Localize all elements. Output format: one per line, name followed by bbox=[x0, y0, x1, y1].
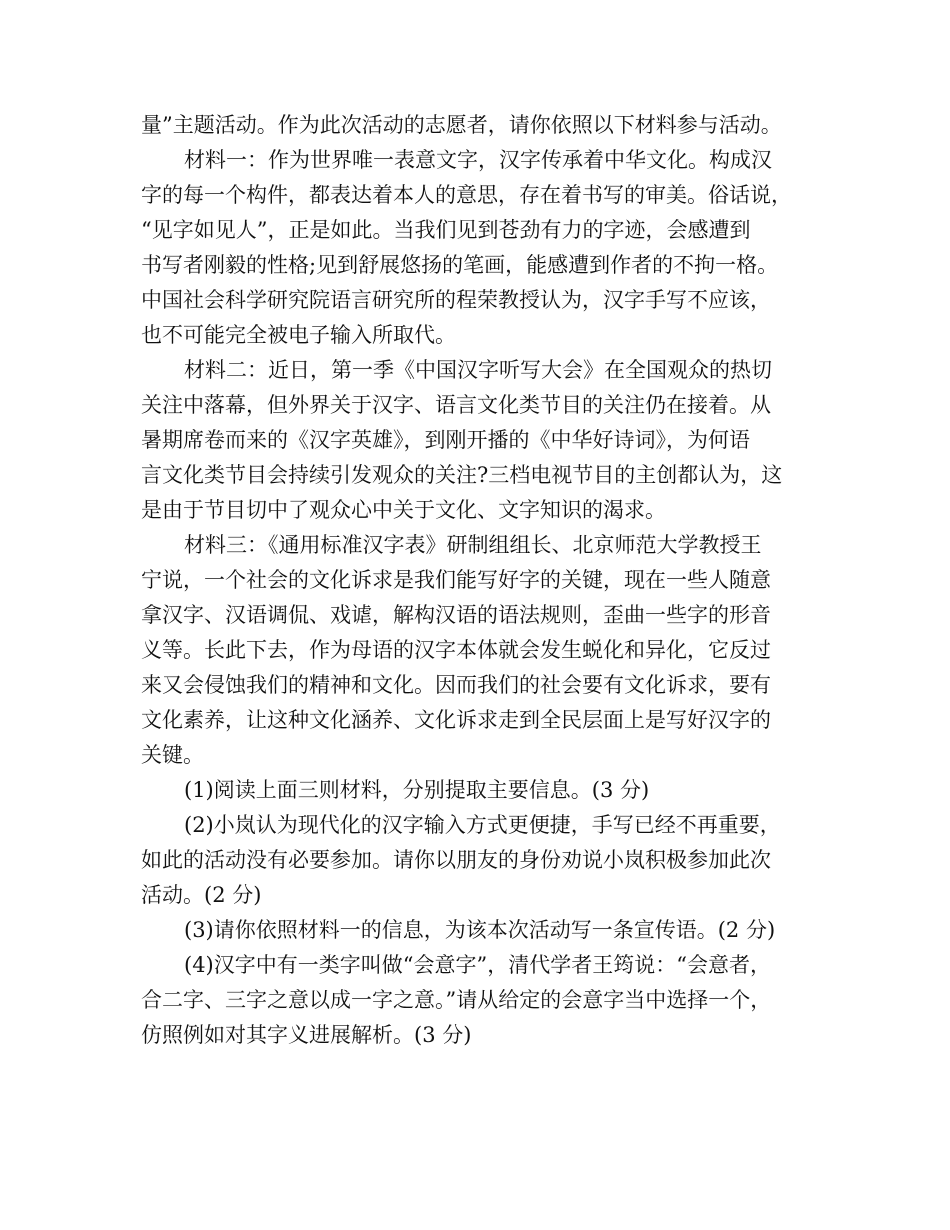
text-line: 宁说，一个社会的文化诉求是我们能写好字的关键，现在一些人随意 bbox=[141, 568, 771, 592]
text-line: 拿汉字、汉语调侃、戏谑，解构汉语的语法规则，歪曲一些字的形音 bbox=[141, 603, 771, 627]
text-line: 如此的活动没有必要参加。请你以朋友的身份劝说小岚积极参加此次 bbox=[141, 848, 771, 872]
text-line: 活动。(2 分) bbox=[141, 883, 262, 907]
question-1: (1)阅读上面三则材料，分别提取主要信息。(3 分) bbox=[184, 778, 650, 802]
question-4: (4)汉字中有一类字叫做“会意字”，清代学者王筠说：“会意者， bbox=[184, 953, 771, 977]
text-line: 仿照例如对其字义进展解析。(3 分) bbox=[141, 1023, 472, 1047]
text-line: 暑期席卷而来的《汉字英雄》，到刚开播的《中华好诗词》，为何语 bbox=[141, 428, 750, 452]
question-2: (2)小岚认为现代化的汉字输入方式更便捷，手写已经不再重要， bbox=[184, 813, 781, 837]
text-line: 也不可能完全被电子输入所取代。 bbox=[141, 323, 456, 347]
text-line: 关键。 bbox=[141, 743, 204, 767]
text-line: 文化素养，让这种文化涵养、文化诉求走到全民层面上是写好汉字的 bbox=[141, 708, 771, 732]
question-3: (3)请你依照材料一的信息，为该本次活动写一条宣传语。(2 分) bbox=[184, 918, 776, 942]
material-three-paragraph-start: 材料三：《通用标准汉字表》研制组组长、北京师范大学教授王 bbox=[184, 533, 762, 557]
text-line: 关注中落幕，但外界关于汉字、语言文化类节目的关注仍在接着。从 bbox=[141, 393, 771, 417]
text-line: 量”主题活动。作为此次活动的志愿者，请你依照以下材料参与活动。 bbox=[141, 113, 782, 137]
material-one-paragraph-start: 材料一：作为世界唯一表意文字，汉字传承着中华文化。构成汉 bbox=[184, 148, 772, 172]
document-page bbox=[141, 108, 809, 1053]
text-line: 言文化类节目会持续引发观众的关注?三档电视节目的主创都认为，这 bbox=[141, 463, 783, 487]
material-two-paragraph-start: 材料二：近日，第一季《中国汉字听写大会》在全国观众的热切 bbox=[184, 358, 772, 382]
text-line: 来又会侵蚀我们的精神和文化。因而我们的社会要有文化诉求，要有 bbox=[141, 673, 771, 697]
text-line: “见字如见人”，正是如此。当我们见到苍劲有力的字迹，会感遭到 bbox=[141, 218, 751, 242]
text-line: 中国社会科学研究院语言研究所的程荣教授认为，汉字手写不应该， bbox=[141, 288, 771, 312]
text-line: 是由于节目切中了观众心中关于文化、文字知识的渴求。 bbox=[141, 498, 666, 522]
text-line: 义等。长此下去，作为母语的汉字本体就会发生蜕化和异化，它反过 bbox=[141, 638, 771, 662]
text-line: 字的每一个构件，都表达着本人的意思，存在着书写的审美。俗话说， bbox=[141, 183, 792, 207]
text-line: 书写者刚毅的性格;见到舒展悠扬的笔画，能感遭到作者的不拘一格。 bbox=[141, 253, 779, 277]
text-line: 合二字、三字之意以成一字之意。”请从给定的会意字当中选择一个， bbox=[141, 988, 772, 1012]
